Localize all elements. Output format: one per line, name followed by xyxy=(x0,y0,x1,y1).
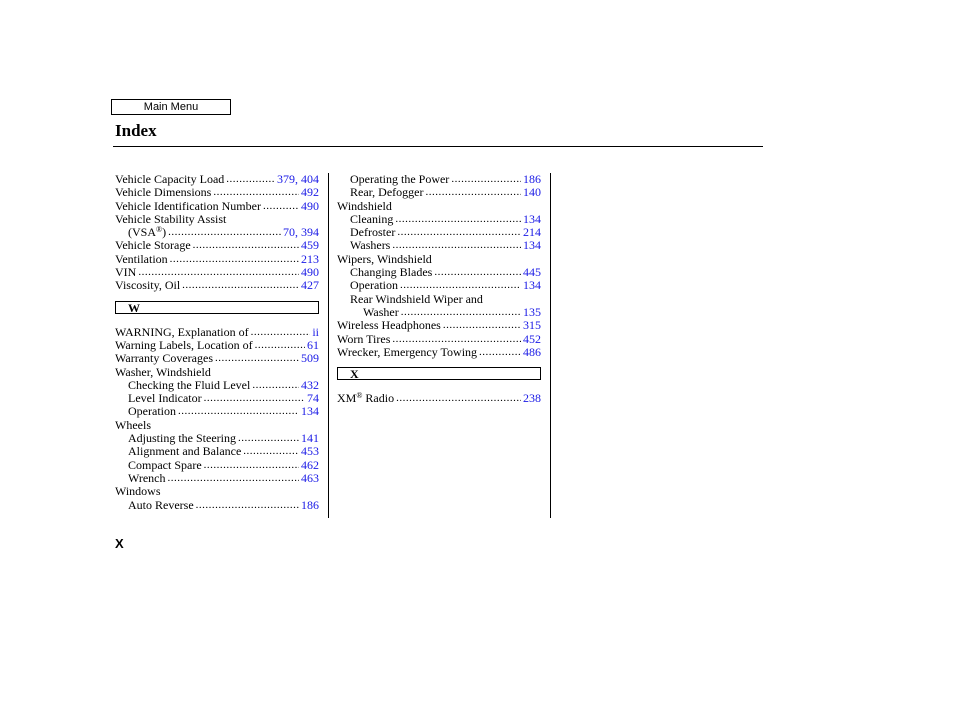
section-header-w: W xyxy=(115,301,319,314)
index-entry: Cleaning ..... 134 xyxy=(337,213,541,226)
page-link[interactable]: 186 xyxy=(301,498,319,512)
index-entry: Vehicle Dimensions ..... 492 xyxy=(115,186,319,199)
index-entry: Worn Tires ..... 452 xyxy=(337,333,541,346)
page-link[interactable]: 141 xyxy=(301,432,319,446)
index-entry: Viscosity, Oil ..... 427 xyxy=(115,279,319,292)
index-entry: Washers ..... 134 xyxy=(337,239,541,252)
section-header-x: X xyxy=(337,367,541,380)
page-link[interactable]: 134 xyxy=(523,212,541,226)
index-entry: Auto Reverse ..... 186 xyxy=(115,499,319,512)
page-link[interactable]: 427 xyxy=(301,279,319,293)
index-entry: Level Indicator ..... 74 xyxy=(115,392,319,405)
index-entry: Washer ..... 135 xyxy=(337,306,541,319)
title-rule xyxy=(113,146,763,147)
index-heading: Windshield xyxy=(337,199,392,213)
index-entry: Checking the Fluid Level ..... 432 xyxy=(115,379,319,392)
page-link[interactable]: 140 xyxy=(523,186,541,200)
index-entry: Defroster ..... 214 xyxy=(337,226,541,239)
page-link[interactable]: 70, 394 xyxy=(283,226,319,240)
index-heading: Wheels xyxy=(115,418,151,432)
page-link[interactable]: 452 xyxy=(523,332,541,346)
index-entry: Wrench ..... 463 xyxy=(115,472,319,485)
index-entry: Ventilation ..... 213 xyxy=(115,253,319,266)
index-entry: Compact Spare ..... 462 xyxy=(115,459,319,472)
page-link[interactable]: 459 xyxy=(301,239,319,253)
page-link[interactable]: 445 xyxy=(523,266,541,280)
index-heading: Windows xyxy=(115,485,161,499)
page-link[interactable]: 61 xyxy=(307,338,319,352)
index-entry: Vehicle Identification Number ..... 490 xyxy=(115,200,319,213)
index-entry: Wireless Headphones ..... 315 xyxy=(337,319,541,332)
page-link[interactable]: 186 xyxy=(523,173,541,186)
page-link[interactable]: 490 xyxy=(301,266,319,280)
index-column-1 xyxy=(115,173,319,512)
index-heading: Rear Windshield Wiper and xyxy=(350,292,483,306)
index-entry: Operating the Power ..... 186 xyxy=(337,173,541,186)
index-entry: VIN ..... 490 xyxy=(115,266,319,279)
page-link[interactable]: 238 xyxy=(523,392,541,406)
index-heading: Washer, Windshield xyxy=(115,365,211,379)
page-link[interactable]: 486 xyxy=(523,345,541,359)
index-entry: Rear, Defogger ..... 140 xyxy=(337,186,541,199)
column-divider xyxy=(550,173,551,518)
index-entry: Warranty Coverages ..... 509 xyxy=(115,352,319,365)
page-title: Index xyxy=(115,121,157,140)
page-link[interactable]: 463 xyxy=(301,471,319,485)
page-link[interactable]: 379, 404 xyxy=(277,173,319,186)
page-link[interactable]: ii xyxy=(312,325,319,339)
page-link[interactable]: 462 xyxy=(301,458,319,472)
index-entry: WARNING, Explanation of ..... ii xyxy=(115,326,319,339)
main-menu-button[interactable]: Main Menu xyxy=(111,99,231,115)
page-section-letter: X xyxy=(115,536,124,551)
page-link[interactable]: 134 xyxy=(523,239,541,253)
page-link[interactable]: 134 xyxy=(523,279,541,293)
index-entry: Operation ..... 134 xyxy=(337,279,541,292)
index-entry: Adjusting the Steering ..... 141 xyxy=(115,432,319,445)
page-link[interactable]: 74 xyxy=(307,392,319,406)
page-link[interactable]: 214 xyxy=(523,226,541,240)
index-entry: Wrecker, Emergency Towing ..... 486 xyxy=(337,346,541,359)
index-entry: Changing Blades ..... 445 xyxy=(337,266,541,279)
index-heading: Wipers, Windshield xyxy=(337,252,432,266)
page-link[interactable]: 213 xyxy=(301,252,319,266)
column-divider xyxy=(328,173,329,518)
index-entry: Alignment and Balance ..... 453 xyxy=(115,445,319,458)
index-entry: Operation ..... 134 xyxy=(115,405,319,418)
page-link[interactable]: 135 xyxy=(523,305,541,319)
page-link[interactable]: 432 xyxy=(301,378,319,392)
index-heading: Vehicle Stability Assist xyxy=(115,212,227,226)
page-link[interactable]: 492 xyxy=(301,186,319,200)
page-link[interactable]: 453 xyxy=(301,445,319,459)
index-entry: XM® Radio ..... 238 xyxy=(337,392,541,405)
page-link[interactable]: 509 xyxy=(301,352,319,366)
page-link[interactable]: 134 xyxy=(301,405,319,419)
page-link[interactable]: 490 xyxy=(301,199,319,213)
index-entry: Warning Labels, Location of ..... 61 xyxy=(115,339,319,352)
index-entry: (VSA®) ..... 70, 394 xyxy=(115,226,319,239)
index-entry: Vehicle Storage ..... 459 xyxy=(115,239,319,252)
index-column-2 xyxy=(337,173,541,405)
page-link[interactable]: 315 xyxy=(523,319,541,333)
index-entry: Vehicle Capacity Load ..... 379, 404 xyxy=(115,173,319,186)
